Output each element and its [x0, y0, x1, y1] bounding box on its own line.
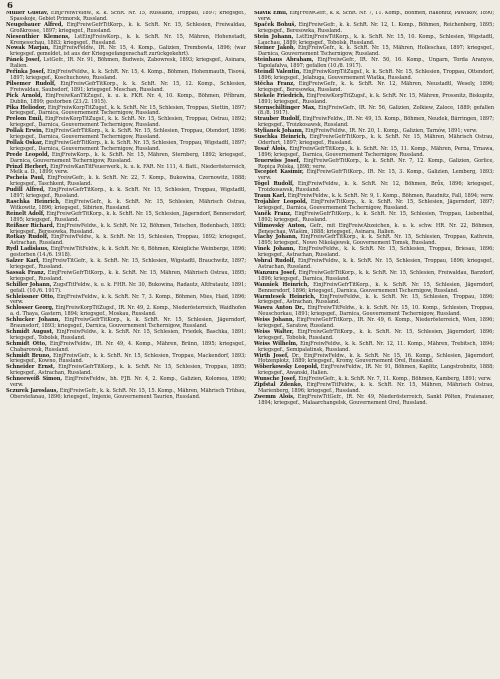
- entry-name: Schmidt Otto,: [6, 340, 47, 347]
- entry-details: EinjFreiwKanTitFeuerwerk., k. u. k. FAR. Nr. 111, 4. Batt., Niederösterreich, Melk a. D., 1899; verw.: [10, 163, 246, 176]
- entry-details: EinjFreiwFeldw., IR. Nr. 49, 15. Komp., Böhmen, Neudek, Bärringen, 1897; kriegsgef., Troizkosawsk, Russland.: [258, 116, 494, 129]
- entry-name: Schlucker Johann,: [6, 317, 61, 324]
- entry-name: Suschka Heinrich,: [254, 134, 307, 141]
- entry-name: Weiss Wilhelm,: [254, 340, 298, 347]
- entry-details: EinjFreiwFeldw., bh. FJB. Nr. 4, 2. Komp., Galizien, Kolomea, 1890; verw.: [10, 376, 246, 389]
- entry-details: EinjFreiwFeldw., IR. Nr. 91, Böhmen, Kaplitz, Langstrobnitz, 1888; kriegsgef., Awanski, Italien.: [258, 364, 494, 377]
- entry-details: EinjFreiwGefrTitKorp., k. k. SchR. Nr. 15, Schlesien, Troppau, Wigstadtl, 1897; kriegsgef., Russland.: [10, 187, 246, 200]
- entry-name: Wirth Josef,: [254, 352, 289, 359]
- entry-details: EinjFreiwFeldw., IR. Nr. 49, 4. Komp., Mähren, Brünn, 1895; kriegsgef., Chabarowsk, Russland.: [10, 340, 246, 353]
- list-entry: [6, 389, 246, 401]
- entry-details: EinjFreiwGefrTitKorp., k. k. SchR. Nr. 15, Schlesien, Freiwaldau, Großkrosse, 1897; kriegsgef., Russland.: [10, 21, 246, 34]
- entry-name: Prinzl Herbert,: [6, 163, 49, 170]
- entry-name: Slavik Emil,: [254, 11, 288, 16]
- entry-details: EinjFreiwKorp., k. k. SchR. Nr. 15, Mähren, Sternberg, 1892; kriegsgef., Darnica, Gouvernement Tschernigow, Russland.: [10, 151, 246, 164]
- entry-details: EinjFreiwGefr., k. k. SchR. Nr. 15, Schlesien, Troppau, Mackendorf, 1893; kriegsgef., Kowno, Russland.: [10, 352, 246, 365]
- entry-name: Pudill Alfred,: [6, 187, 45, 194]
- entry-details: EinjFreiwGefr., k. k. SchR. Nr. 15, Mähren, Holleschau, 1897; kriegsgef., Darnica, Gouvernement Tschernigow, Russland.: [258, 45, 494, 58]
- entry-name: Tscepiet Kasimir,: [254, 169, 304, 176]
- entry-name: Pick Arnold,: [6, 92, 43, 99]
- entry-name: Pscheia Paul,: [6, 175, 45, 182]
- entry-name: Prede Leopold,: [6, 151, 50, 158]
- entry-name: Prelom Emil,: [6, 116, 43, 123]
- entry-details: EinjFreiwTitKorp., k. k. SchR. Nr. 15, Schlesien, Jägerndorf, 1897; kriegsgef., Darnica, Gouvernement Tschernigow, Russland.: [258, 199, 494, 211]
- entry-name: Nowak Marjan,: [6, 45, 51, 52]
- entry-details: EinjFreiwGefrTitKorp., IR. Nr. 15, 3. Komp., Galizien, Lemberg, 1893; verw.: [258, 169, 494, 182]
- entry-name: Salzer Karl,: [6, 258, 40, 265]
- entry-name: Schleissner Otto,: [6, 293, 55, 300]
- entry-name: Stylianek Johann,: [254, 128, 304, 135]
- entry-name: Zwemm Alois,: [254, 393, 295, 400]
- entry-name: Vohral Rudolf,: [254, 258, 296, 265]
- entry-details: EinjFreiwGefrTitKorp., k. k. SchR. Nr. 15, Schlesien, Troppau, 1895; kriegsgef., Astrachan, Russland.: [10, 364, 246, 377]
- entry-details: EinjFreiwGefr., k. k. SchR. Nr. 15, Schlesien, Mährisch Ostrau, Witkowitz, 1896; kriegsgef., Sibirien, Russland.: [10, 199, 246, 211]
- entry-details: EinjFreiwKorpTitZugsf., IR. Nr. 49, 2. Komp., Niederösterreich, Waidhofen a. d. Thaya, Gastern, 1894; kriegsgef., Moskau, Russland.: [10, 305, 246, 318]
- entry-details: LstEinjFreiwKorp., k. k. SchR. Nr. 15, Mähren, Hohenstadt, Kremesschau, 1883; kriegsgef., Russland.: [10, 33, 246, 46]
- entry-name: Steiner Jakob,: [254, 45, 296, 52]
- entry-details: ZugsfTitFeldw., k. u. k. FHR. Nr. 30, Bukowina, Radautz, Altfratautz, 1891; gefall. (10./6. 1917).: [10, 281, 246, 294]
- entry-name: Pollak Oskar,: [6, 139, 44, 146]
- entry-name: Stěcha Franz,: [254, 80, 295, 87]
- entry-name: Pilsemer Rudolf,: [6, 80, 56, 87]
- entry-details: LstGefr., IR. Nr. 91, Böhmen, Budweis, Zabowresk, 1893; kriegsgef., Asinara, Italien.: [10, 57, 246, 70]
- entry-name: Tesař Alois,: [254, 145, 288, 152]
- entry-details: EinjFreiwFeldw., k. k. SchR. Nr. 15, 4. Komp., Böhmen, Hohenmauth, Tisová, 1897; kriegsgef., Koschuchowo, Russland.: [10, 69, 246, 81]
- entry-details: EinjFreiwGefrTitKorp., k. k. SchR. Nr. 15, Schlesien, Troppau, Liebenthal, 1892; kriegsgef., Russland.: [258, 210, 494, 223]
- entry-details: Dr., EinjFreiwFeldw., k. k. SchR. Nr. 15, 16. Komp., Schlesien, Jägerndorf, Hotzenplotz, 1889; kriegsgef., Kromy, Gouvernement Orel, Russland.: [258, 352, 494, 365]
- entry-name: Wawra Anton Dr.,: [254, 305, 305, 312]
- entry-name: Wunsche Josef,: [254, 376, 297, 383]
- entry-details: EinjFreiwFeldw., k. k. SchR. Nr. 12, Böhmen, Brůx, 1896; kriegsgef., Troizkosawsk, Russland.: [258, 181, 494, 194]
- entry-name: Rydl Ladislaus,: [6, 246, 49, 253]
- entry-details: EinjFreiwKorpTitZugsf., k. k. SchR. Nr. 15, Schlesien, Troppau, Ostrau, 1892; kriegsgef., Darnica, Gouvernement Tschernigow, Russland.: [10, 116, 246, 129]
- entry-name: Sczurek Jaroslaus,: [6, 388, 59, 394]
- entry-name: Vaněk Franz,: [254, 210, 292, 217]
- entry-details: EinjFreiwGefrTitKorp., k. k. SchR. Nr. 15, Schlesien, Jägerndorf, 1896; kriegsgef., Tobolsk, Russland.: [258, 328, 494, 341]
- entry-name: Raschka Heinrich,: [6, 199, 61, 205]
- entry-details: EinjFreiwGefrTitKorp., k. k. SchR. Nr. 15, 11. Komp., Mähren, Perna, Trnawa, 1896; kriegsgef., Darnica, Gouvernement Tschernigow, Russland.: [258, 145, 494, 158]
- entry-details: EinjFreiwGefr., k. k. SchR. Nr. 12, 1. Komp., Böhmen, Reichenberg, 1895; kriegsgef., Beresowka, Russland.: [258, 21, 494, 34]
- entry-name: Sassak Franz,: [6, 269, 46, 276]
- page-number: 6: [7, 1, 13, 11]
- entry-details: EinjFreiwGefr., k. k. SchR. Nr. 12, Mähren, Neustadtl, Wesely, 1896; kriegsgef., Beresowka, Russland.: [258, 80, 494, 93]
- entry-name: Weiss Walter,: [254, 328, 294, 335]
- entry-details: EinjFreiwGefrTitKorp., IR. Nr. 49, 6. Komp., Niederösterreich, Wien, 1896; kriegsgef., Saratow, Russland.: [258, 317, 494, 330]
- entry-details: EinjFreiwKorpTitZugsf., k. k. SchR. Nr. 15, Schlesien, Troppau, Ottendorf, 1896; kriegsgef., Jelabuga, Gouvernement Wiatka, Russland.: [258, 69, 494, 81]
- entry-name: Wöberkowsky Leopold,: [254, 364, 319, 371]
- entry-details: EinjFreiwGefrTitKorp., k. k. SchR. Nr. 15, Mähren, Mährisch Ostrau, Oderfurt, 1897; kriegsgef., Russland.: [258, 134, 494, 146]
- entry-details: EinjFreiwGefr., k. k. SchR. Nr. 7, 11. Komp., Böhmen, Rakonitz, Pawlikov, 1890; verw.: [258, 11, 494, 22]
- entry-details: EinjFreiwTitGefr., IR. Nr. 49, Niederösterreich, Sankt Pölten, Fraisnauer, 1894; kriegsgef., Malaarchangelsk, Gouvernement Orel, Russland.: [258, 393, 494, 406]
- entry-details: LstEinjFreiwTitKorp., k. k. SchR. Nr. 15, 10. Komp., Schlesien, Wigstadtl, Lauchau, 1889; kriegsgef., Tobolsk, Russland.: [258, 33, 494, 46]
- entry-name: Zipfstal Zdenko,: [254, 382, 303, 389]
- entry-name: Tögel Rudolf,: [254, 181, 294, 188]
- entry-details: EinjFreiwKorpTitZugsf., k. k. SchR. Nr. 15, Schlesien, Troppau, Stettin, 1897; kriegsgef., Darnica, Gouvernement Tschernigow, Russland.: [10, 104, 246, 117]
- entry-name: Schmidt August,: [6, 328, 54, 335]
- entry-details: EinjFreiwGefrTitKorp., k. k. SchR. Nr. 15, Schlesien, Freiwaldau, Barzdorf, 1896; kriegsgef., Darnica, Russland.: [258, 269, 494, 282]
- entry-details: EinjFreiwTitFeldw., k. k. SchR. Nr. 15, Mähren, Mährisch Ostrau, Marienberg, 1896; kriegsgef., Russland.: [258, 382, 494, 394]
- entry-name: Steindl Valentin,: [254, 69, 302, 76]
- columns: [6, 11, 494, 677]
- entry-details: EinjFreiwGefr., k. k. SchR. Nr. 7, 11. Komp., Böhmen, Kamberg, 1891; verw.: [298, 376, 492, 383]
- entry-name: Sternschiltinger Max,: [254, 104, 316, 111]
- entry-details: EinjFreiwTitFeldw., k. k. SchR. Nr. 6, Böhmen, Königliche Weinberge, 1896; gestorben (14./6. 1918).: [10, 246, 246, 259]
- entry-details: EinjFreiwFeldw., IR. Nr. 20, 1. Komp., Galizien, Tarnów, 1891; verw.: [305, 128, 478, 135]
- entry-name: Peřinka Josef,: [6, 69, 46, 76]
- entry-name: Müller Gustav,: [6, 11, 49, 16]
- entry-details: EinjFreiwGefrTitKorp., k. k. SchR. Nr. 7, 12. Komp., Galizien, Gorlice, Ropica Polska, 1898; verw.: [258, 157, 494, 170]
- left-column: [6, 11, 246, 677]
- entry-name: Schiller Johann,: [6, 281, 52, 288]
- entry-name: Wanniek Heinrich,: [254, 281, 309, 288]
- entry-name: Schneider Ernst,: [6, 364, 55, 371]
- entry-details: EinjFreiwFeldw., k. k. SchR. Nr. 15, Schlesien, Troppau, Briesau, 1896; kriegsgef., Astrachan, Russland.: [258, 246, 494, 259]
- entry-name: Vilimovský Anton,: [254, 222, 307, 229]
- entry-name: Spaček Bohuš,: [254, 21, 297, 28]
- entry-details: EinjFreiwGefrTitKorp., k. k. SchR. Nr. 15, Schlesien, Troppau, Kathrein, 1895; kriegsgef., Nowo Nikolajewsk, Gouvernement Tomsk, Russland.: [258, 234, 494, 247]
- entry-name: Schmidt Bruno,: [6, 352, 51, 359]
- right-column: [254, 11, 494, 677]
- entry-details: EinjFreiwFeldw., IR. Nr. 15, 4. Komp., Galizien, Trembowla, 1896; (war kriegsgef. gemeldet, ist aus der Kriegsgefangenschaft zurückgekehrt).: [10, 45, 246, 58]
- entry-details: EinjFreiwFeldw., k. k. SchR. Nr. 12, 11. Komp., Mähren, Trebitsch, 1894; kriegsgef., Semipalatinsk, Russland.: [258, 340, 494, 353]
- entry-details: EinjFreiwGefrTitKorp., k. k. SchR. Nr. 15, Schlesien, Jägerndorf, Bennersdorf, 1896; kriegsgef., Darnica, Gouvernement Tschernigow, Russland.: [258, 281, 494, 294]
- entry-name: Schlosser Georg,: [6, 305, 54, 312]
- entry-details: EinjFreiwGefrTitKorp., k. k. SchR. Nr. 15, Schlesien, Jägerndorf, Bennersdorf, 1895; kriegsgef., Russland.: [10, 210, 246, 223]
- entry-details: EinjFreiwGefr., k. k. SchR. Nr. 22, 7. Komp., Bukowina, Czernowitz, 1888; kriegsgef., Taschkent, Russland.: [10, 175, 246, 188]
- entry-name: Vlachý Johann,: [254, 234, 298, 241]
- entry-name: Niesenthier Klemens,: [6, 33, 70, 40]
- entry-name: Stein Johann,: [254, 33, 294, 40]
- entry-details: EinjFreiwGefrTitKorp., k. k. SchR. Nr. 15, Schlesien, Jägerndorf, Braunsdorf, 1893; kriegsgef., Darnica, Gouvernement Tschernigow, Russland.: [10, 317, 246, 330]
- entry-name: Rotkay Rudolf,: [6, 234, 49, 241]
- entry-details: EinjFreiwFeldw., k. k. SchR. Nr. 15, Schlesien, Friedek, Baschka, 1891; kriegsgef., Tobolsk, Russland.: [10, 328, 246, 341]
- entry-name: Schneeweiß Simon,: [6, 376, 63, 383]
- entry-name: Trojahler Leopold,: [254, 199, 308, 205]
- entry-details: EinjFreiwFeldw., k. k. SchR. Nr. 15, Schlesien, Troppau, 1896; kriegsgef., Astrachan, Russland.: [258, 258, 494, 270]
- entry-details: EinjFreiwFeldw., k. k. SchR. Nr. 15, Schlesien, Troppau, 1896; kriegsgef., Astrachan, Russland.: [258, 293, 494, 306]
- entry-details: EinjFreiwFeldw., k. k. SchR. Nr. 9, 1. Komp., Böhmen, Raudnitz, Fall, 1894; verw.: [287, 193, 494, 200]
- entry-details: EinjFreiwGefrTitKorp., k. k. SchR. Nr. 15, Schlesien, Troppau, Wigstadtl, 1897; kriegsgef., Darnica, Gouvernement Tschernigow, Russland.: [10, 139, 246, 152]
- entry-details: EinjFreiwGefr., IR. Nr. 50, 16. Komp., Ungarn, Torda Aranyos, Tapolafalva, 1897; gefallen (10./8. 1917).: [258, 57, 494, 70]
- entry-details: EinjFreiwGefr., k. k. SchR. Nr. 15, 15. Komp., Mähren, Mährisch Trübau, Oberstefanau, 1896; kriegsgef., Imjenie, Gouvernement Taurien, Russland.: [10, 388, 246, 400]
- entry-name: Warmtesek Heinrich,: [254, 293, 316, 300]
- entry-name: Wanzura Josef,: [254, 269, 297, 276]
- entry-details: EinjFreiwFeldw., k. k. SchR. Nr. 12, Böhmen, Tetschen, Bodenbach, 1893; kriegsgef., Beresowka, Russland.: [10, 222, 246, 235]
- list-entry: [254, 395, 494, 407]
- entry-details: EinjFreiwKanTitZugsf., k. u. k. FKR. Nr. 4, 10. Komp., Böhmen, Příbram, Dublin, 1899; gestorben (23./2. 1915).: [10, 92, 246, 105]
- entry-name: Vinek Johann,: [254, 246, 296, 253]
- entry-name: Teuerwiss Josef,: [254, 157, 301, 164]
- entry-name: Reinelt Adolf,: [6, 210, 45, 217]
- entry-name: Reißner Richard,: [6, 222, 55, 229]
- entry-name: Strauber Rudolf,: [254, 116, 301, 123]
- entry-details: EinjFreiwGefrTitKorp., k. k. SchR. Nr. 15, Mähren, Mährisch Ostrau, 1895; kriegsgef., Russland.: [10, 269, 246, 282]
- entry-details: EinjFreiwFeldw., k. k. SchR. Nr. 15, Schlesien, Troppau, 1892; kriegsgef., Astrachan, Russland.: [10, 234, 246, 247]
- entry-details: EinjFreiwGefrTitKorp., k. k. SchR. Nr. 15, Schlesien, Troppau, Otendorf, 1896; kriegsgef., Darnica, Gouvernement Tschernigow, Russland.: [10, 128, 246, 141]
- entry-name: Weiss Johann,: [254, 317, 295, 324]
- entry-name: Traun Karl,: [254, 193, 287, 200]
- entry-details: Gefr., mit EinjFreiwAbzeichen, k. u. k. schw. HR. Nr. 22, Böhmen, Beneschau, Wlašim, 1888; kriegsgef., Asinara, Italien.: [258, 222, 494, 235]
- entry-name: Stekele Friedrich,: [254, 92, 305, 99]
- entry-name: Steinhaus Abraham,: [254, 57, 314, 64]
- entry-details: EinjFreiwTitGefr., k. k. SchR. Nr. 15, Schlesien, Wigstadtl, Brauchwitz, 1897; kriegsgef., Russland.: [10, 258, 246, 270]
- entry-details: EinjFreiwFeldw., k. k. SchR. Nr. 15, Russland, Troppau, 1897; kriegsgef., Spasskoje, Gebiet Primorsk, Russland.: [10, 11, 246, 22]
- entry-name: Pollak Erwin,: [6, 128, 44, 135]
- entry-name: Neugebauer Alfred,: [6, 21, 64, 28]
- entry-details: EinjFreiwGefr., IR. Nr. 56, Galizien, Zolkiew, Zaloce, 1889; gefallen (8./8. 1917).: [258, 104, 494, 117]
- entry-details: EinjFreiwKorpTitZugsf., k. k. SchR. Nr. 15, Mähren, Prossnitz, Biskupitz, 1891; kriegsgef., Russland.: [258, 92, 494, 105]
- entry-name: Pánek Josef,: [6, 57, 42, 64]
- entry-details: EinjFreiwTitFeldw., k. k. SchR. Nr. 15, 10. Komp., Schlesien, Troppau, Neuschorkau, 1891; kriegsgef., Darnica, Gouvernement Tschernigow, Russland.: [258, 305, 494, 318]
- entry-details: EinjFreiwGefrTitKorp., k. k. SchR. Nr. 15, 12. Komp., Schlesien, Freiwaldau, Saubsdorf, 1891; kriegsgef. Meschan, Russland.: [10, 80, 246, 93]
- entry-name: Pika Heliodor,: [6, 104, 47, 111]
- entry-details: EinjFreiwFeldw., k. k. SchR. Nr. 7, 3. Komp., Böhmen, Mies, Haid, 1896; verw.: [10, 293, 246, 306]
